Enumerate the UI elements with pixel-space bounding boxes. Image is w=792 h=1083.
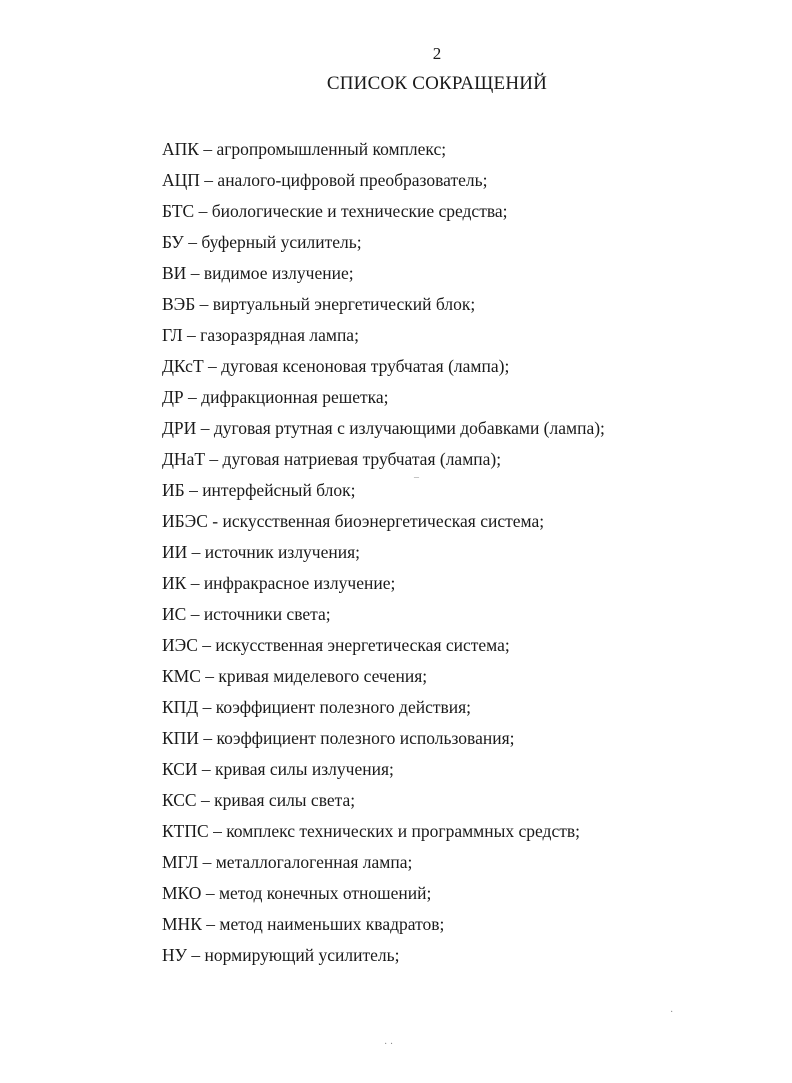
abbreviation-term: ГЛ: [162, 325, 183, 345]
abbreviation-separator: –: [198, 697, 216, 717]
abbreviation-separator: –: [196, 418, 214, 438]
abbreviation-definition: источник излучения;: [204, 542, 361, 562]
abbreviation-definition: дуговая ксеноновая трубчатая (лампа);: [221, 356, 510, 376]
abbreviation-definition: биологические и технические средства;: [211, 201, 508, 221]
abbreviation-item: [162, 754, 605, 785]
abbreviation-definition: дуговая ртутная с излучающими добавками (лампа);: [213, 418, 605, 438]
abbreviation-term: ИБЭС: [162, 511, 208, 531]
abbreviation-item: [162, 816, 605, 847]
abbreviation-definition: кривая силы излучения;: [215, 759, 394, 779]
abbreviation-term: ДР: [162, 387, 184, 407]
abbreviation-item: [162, 475, 605, 506]
scan-artifact-mark: ¯: [414, 477, 419, 488]
abbreviation-definition: видимое излучение;: [203, 263, 354, 283]
abbreviation-term: МНК: [162, 914, 202, 934]
abbreviation-item: [162, 382, 605, 413]
abbreviation-item: [162, 630, 605, 661]
abbreviation-separator: –: [187, 542, 205, 562]
abbreviation-definition: искусственная энергетическая система;: [215, 635, 510, 655]
abbreviation-term: КМС: [162, 666, 201, 686]
abbreviation-separator: –: [203, 356, 222, 376]
abbreviation-item: [162, 847, 605, 878]
abbreviation-definition: коэффициент полезного использования;: [216, 728, 515, 748]
abbreviation-term: ВЭБ: [162, 294, 196, 314]
abbreviation-term: НУ: [162, 945, 188, 965]
abbreviation-term: КПИ: [162, 728, 199, 748]
abbreviation-item: [162, 165, 605, 196]
abbreviation-definition: метод наименьших квадратов;: [219, 914, 445, 934]
abbreviation-term: КПД: [162, 697, 199, 717]
abbreviation-term: БТС: [162, 201, 195, 221]
abbreviation-term: МКО: [162, 883, 202, 903]
abbreviation-definition: инфракрасное излучение;: [203, 573, 396, 593]
scan-artifact-mark: · ·: [384, 1039, 394, 1050]
abbreviation-item: [162, 568, 605, 599]
abbreviation-separator: –: [186, 263, 204, 283]
abbreviation-item: [162, 351, 605, 382]
abbreviation-term: КСИ: [162, 759, 198, 779]
abbreviation-definition: кривая силы света;: [214, 790, 356, 810]
abbreviation-separator: –: [199, 170, 218, 190]
abbreviation-separator: –: [200, 666, 219, 686]
abbreviation-term: КСС: [162, 790, 197, 810]
abbreviation-item: [162, 940, 605, 971]
abbreviation-item: [162, 878, 605, 909]
abbreviation-definition: дуговая натриевая трубчатая (лампа);: [222, 449, 502, 469]
abbreviation-separator: –: [197, 635, 216, 655]
abbreviation-definition: нормирующий усилитель;: [204, 945, 400, 965]
abbreviation-term: ДКсТ: [162, 356, 204, 376]
abbreviation-definition: метод конечных отношений;: [218, 883, 432, 903]
abbreviation-definition: агропромышленный комплекс;: [216, 139, 447, 159]
abbreviation-item: [162, 258, 605, 289]
abbreviation-item: [162, 196, 605, 227]
page-number: 2: [432, 44, 442, 63]
abbreviation-list: [162, 134, 605, 971]
abbreviation-separator: –: [201, 914, 220, 934]
abbreviation-separator: –: [194, 201, 212, 221]
abbreviation-separator: –: [187, 945, 205, 965]
abbreviation-item: [162, 909, 605, 940]
abbreviation-separator: –: [208, 821, 227, 841]
abbreviation-separator: –: [198, 728, 217, 748]
abbreviation-definition: искусственная биоэнергетическая система;: [222, 511, 545, 531]
abbreviation-definition: металлогалогенная лампа;: [215, 852, 413, 872]
abbreviation-item: [162, 134, 605, 165]
abbreviation-item: [162, 537, 605, 568]
abbreviation-separator: –: [182, 325, 201, 345]
abbreviation-definition: виртуальный энергетический блок;: [212, 294, 476, 314]
abbreviation-item: [162, 661, 605, 692]
abbreviation-term: ИБ: [162, 480, 185, 500]
abbreviation-separator: –: [195, 294, 213, 314]
abbreviation-separator: -: [207, 511, 223, 531]
abbreviation-term: ДРИ: [162, 418, 197, 438]
abbreviation-term: АПК: [162, 139, 199, 159]
abbreviation-item: [162, 444, 605, 475]
abbreviation-separator: –: [183, 232, 202, 252]
abbreviation-definition: буферный усилитель;: [201, 232, 362, 252]
page-title: СПИСОК СОКРАЩЕНИЙ: [326, 73, 548, 94]
abbreviation-separator: –: [198, 852, 216, 872]
abbreviation-term: ДНаТ: [162, 449, 206, 469]
abbreviation-term: ИЭС: [162, 635, 198, 655]
abbreviation-item: [162, 723, 605, 754]
abbreviation-separator: –: [186, 604, 204, 624]
abbreviation-definition: кривая миделевого сечения;: [218, 666, 428, 686]
abbreviation-term: ИК: [162, 573, 187, 593]
abbreviation-item: [162, 599, 605, 630]
abbreviation-item: [162, 506, 605, 537]
abbreviation-item: [162, 227, 605, 258]
abbreviation-definition: коэффициент полезного действия;: [215, 697, 472, 717]
abbreviation-item: [162, 413, 605, 444]
abbreviation-term: МГЛ: [162, 852, 199, 872]
abbreviation-term: БУ: [162, 232, 184, 252]
scan-artifact-mark: ·: [670, 1007, 674, 1018]
abbreviation-definition: интерфейсный блок;: [202, 480, 356, 500]
abbreviation-item: [162, 785, 605, 816]
abbreviation-definition: аналого-цифровой преобразователь;: [217, 170, 488, 190]
abbreviation-separator: –: [201, 883, 219, 903]
abbreviation-term: ИИ: [162, 542, 188, 562]
abbreviation-term: ИС: [162, 604, 187, 624]
abbreviation-term: КТПС: [162, 821, 209, 841]
abbreviation-separator: –: [198, 139, 217, 159]
abbreviation-separator: –: [184, 480, 203, 500]
abbreviation-definition: дифракционная решетка;: [201, 387, 389, 407]
abbreviation-definition: газоразрядная лампа;: [200, 325, 359, 345]
abbreviation-term: АЦП: [162, 170, 200, 190]
abbreviation-separator: –: [205, 449, 223, 469]
abbreviation-item: [162, 289, 605, 320]
abbreviation-item: [162, 320, 605, 351]
abbreviation-item: [162, 692, 605, 723]
abbreviation-separator: –: [197, 759, 216, 779]
abbreviation-separator: –: [183, 387, 202, 407]
abbreviation-definition: источники света;: [203, 604, 331, 624]
abbreviation-separator: –: [186, 573, 204, 593]
abbreviation-definition: комплекс технических и программных средств;: [226, 821, 580, 841]
abbreviation-separator: –: [196, 790, 215, 810]
abbreviation-term: ВИ: [162, 263, 187, 283]
